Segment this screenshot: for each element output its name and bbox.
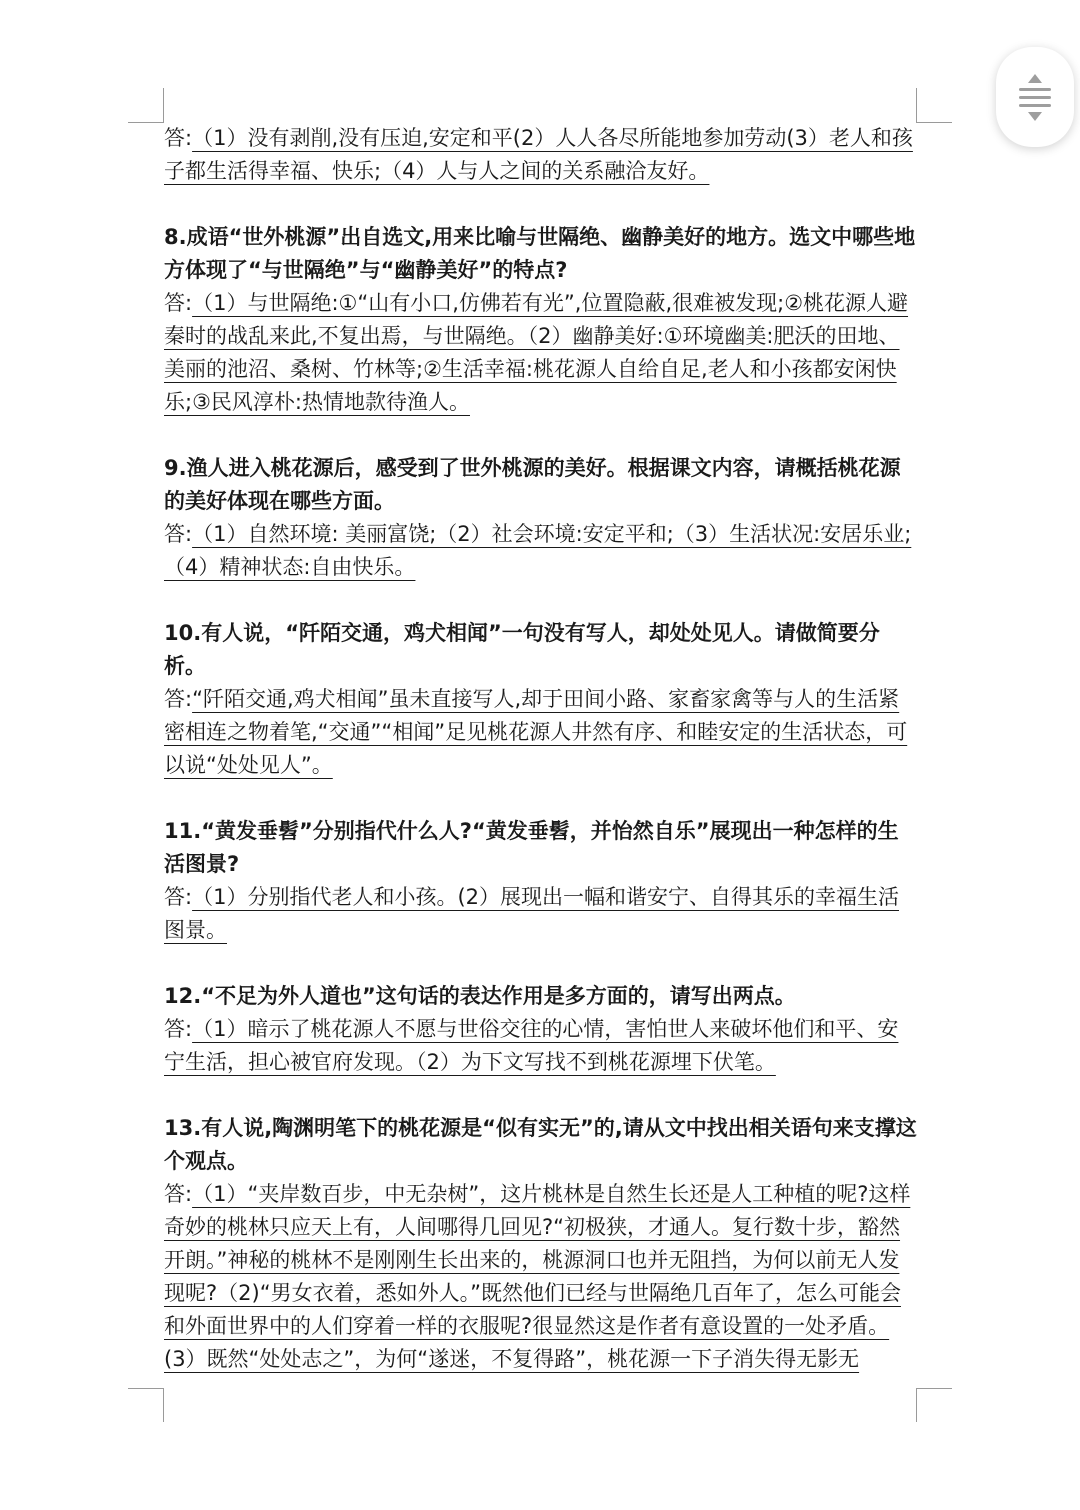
answer-text: “阡陌交通,鸡犬相闻”虽未直接写人,却于田间小路、家畜家禽等与人的生活紧密相连之物着笔,“交通”“相闻”足见桃花源人井然有序、和睦安定的生活状态，可以说“处处见人”。 xyxy=(164,687,908,777)
answer-paragraph xyxy=(164,122,918,188)
answer-text: （1）自然环境: 美丽富饶;（2）社会环境:安定平和;（3）生活状况:安居乐业;（4）精神状态:自由快乐。 xyxy=(164,522,912,579)
question-text: 11.“黄发垂髫”分别指代什么人?“黄发垂髫，并怡然自乐”展现出一种怎样的生活图景? xyxy=(164,819,899,876)
answer-label: 答: xyxy=(164,1182,193,1206)
answer-paragraph xyxy=(164,881,918,947)
scroll-grip-line xyxy=(1019,104,1051,107)
answer-paragraph xyxy=(164,1013,918,1079)
scroll-grip-line xyxy=(1019,96,1051,99)
scroll-grip-line xyxy=(1019,88,1051,91)
answer-label: 答: xyxy=(164,291,193,315)
paragraph-gap xyxy=(164,947,918,980)
answer-text: （1）暗示了桃花源人不愿与世俗交往的心情，害怕世人来破坏他们和平、安宁生活，担心被官府发现。（2）为下文写找不到桃花源埋下伏笔。 xyxy=(164,1017,899,1074)
answer-text: （1）“夹岸数百步，中无杂树”，这片桃林是自然生长还是人工种植的呢?这样奇妙的桃林只应天上有，人间哪得几回见?“初极狭，才通人。复行数十步，豁然开朗。”神秘的桃林不是刚刚生长出来的，桃源洞口也并无阻挡，为何以前无人发现呢?（2)“男女衣着，悉如外人。”既然他们已经与世隔绝几百年了，怎么可能会和外面世界中的人们穿着一样的衣服呢?很显然这是作者有意设置的一处矛盾。(3）既然“处处志之”，为何“遂迷，不复得路”，桃花源一下子消失得无影无 xyxy=(164,1182,911,1371)
paragraph-gap xyxy=(164,419,918,452)
answer-label: 答: xyxy=(164,1017,193,1041)
answer-label: 答: xyxy=(164,885,193,909)
paragraph-gap xyxy=(164,584,918,617)
crop-mark-top-left-vertical xyxy=(163,88,164,122)
answer-text: （1）没有剥削,没有压迫,安定和平(2）人人各尽所能地参加劳动(3）老人和孩子都生活得幸福、快乐;（4）人与人之间的关系融洽友好。 xyxy=(164,126,913,183)
answer-label: 答: xyxy=(164,687,193,711)
qa-item xyxy=(164,1112,918,1376)
question-text: 12.“不足为外人道也”这句话的表达作用是多方面的，请写出两点。 xyxy=(164,984,796,1008)
qa-item xyxy=(164,980,918,1079)
qa-item xyxy=(164,221,918,419)
scroll-up-icon xyxy=(1028,74,1042,83)
question-text: 8.成语“世外桃源”出自选文,用来比喻与世隔绝、幽静美好的地方。选文中哪些地方体现了“与世隔绝”与“幽静美好”的特点? xyxy=(164,225,916,282)
question-text: 9.渔人进入桃花源后，感受到了世外桃源的美好。根据课文内容，请概括桃花源的美好体现在哪些方面。 xyxy=(164,456,901,513)
answer-label: 答: xyxy=(164,126,193,150)
scroll-handle[interactable] xyxy=(996,47,1074,147)
crop-mark-bottom-right-horizontal xyxy=(916,1388,952,1389)
scroll-down-icon xyxy=(1028,112,1042,121)
paragraph-gap xyxy=(164,1079,918,1112)
crop-mark-top-right-vertical xyxy=(916,88,917,122)
question-text: 13.有人说,陶渊明笔下的桃花源是“似有实无”的,请从文中找出相关语句来支撑这个观点。 xyxy=(164,1116,917,1173)
crop-mark-top-left-horizontal xyxy=(128,122,164,123)
crop-mark-bottom-left-horizontal xyxy=(128,1388,164,1389)
crop-mark-top-right-horizontal xyxy=(916,122,952,123)
answer-paragraph xyxy=(164,287,918,419)
qa-item xyxy=(164,617,918,782)
answer-paragraph xyxy=(164,683,918,782)
document-page xyxy=(164,122,918,1376)
answer-paragraph xyxy=(164,518,918,584)
paragraph-gap xyxy=(164,782,918,815)
answer-text: （1）分别指代老人和小孩。(2）展现出一幅和谐安宁、自得其乐的幸福生活图景。 xyxy=(164,885,899,942)
answer-text: （1）与世隔绝:①“山有小口,仿佛若有光”,位置隐蔽,很难被发现;②桃花源人避秦时的战乱来此,不复出焉，与世隔绝。（2）幽静美好:①环境幽美:肥沃的田地、美丽的池沼、桑树、竹林等;②生活幸福:桃花源人自给自足,老人和小孩都安闲快乐;③民风淳朴:热情地款待渔人。 xyxy=(164,291,909,414)
qa-item xyxy=(164,452,918,584)
answer-paragraph xyxy=(164,1178,918,1376)
qa-item xyxy=(164,815,918,947)
answer-label: 答: xyxy=(164,522,193,546)
qa-item xyxy=(164,122,918,188)
paragraph-gap xyxy=(164,188,918,221)
question-text: 10.有人说，“阡陌交通，鸡犬相闻”一句没有写人，却处处见人。请做简要分析。 xyxy=(164,621,880,678)
crop-mark-bottom-right-vertical xyxy=(916,1388,917,1422)
crop-mark-bottom-left-vertical xyxy=(163,1388,164,1422)
